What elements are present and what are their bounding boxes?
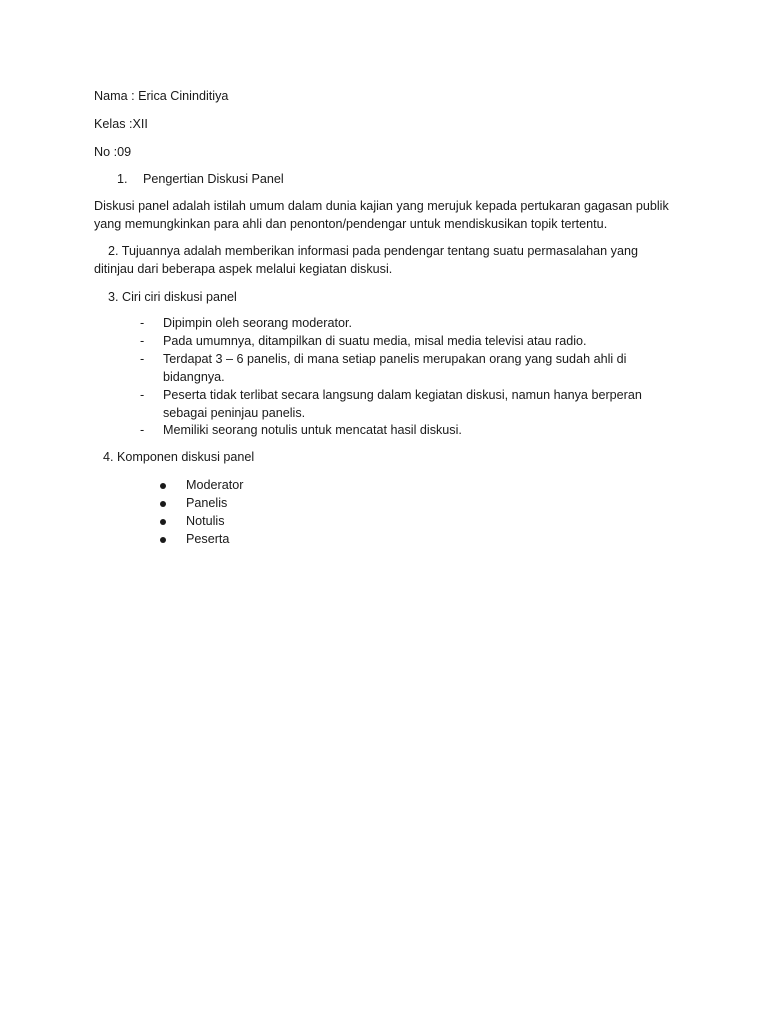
student-class: Kelas :XII xyxy=(94,117,148,131)
section1-title: Pengertian Diskusi Panel xyxy=(143,172,284,186)
section2-line2: ditinjau dari beberapa aspek melalui kegiatan diskusi. xyxy=(94,262,393,276)
list-item-text: Pada umumnya, ditampilkan di suatu media, misal media televisi atau radio. xyxy=(163,334,587,348)
bullet-icon xyxy=(160,483,166,489)
section4-title: 4. Komponen diskusi panel xyxy=(103,450,255,464)
section1-body: Diskusi panel adalah istilah umum dalam dunia kajian yang merujuk kepada pertukaran gagasan publik yang memungkinkan para ahli dan penonton/pendengar untuk mendiskusikan topik tertentu. xyxy=(94,199,669,231)
bullet-icon xyxy=(160,519,166,525)
section1-number: 1. xyxy=(117,172,128,186)
section3-title: 3. Ciri ciri diskusi panel xyxy=(108,290,237,304)
list-item-text: Peserta xyxy=(186,532,230,546)
dash-marker: - xyxy=(140,316,145,330)
list-item-text: Terdapat 3 – 6 panelis, di mana setiap panelis merupakan orang yang sudah ahli di bidangnya. xyxy=(163,352,627,384)
dash-marker: - xyxy=(140,352,145,366)
list-item-text: Peserta tidak terlibat secara langsung dalam kegiatan diskusi, namun hanya berperan sebagai peninjau panelis. xyxy=(163,388,642,420)
list-item-text: Notulis xyxy=(186,514,225,528)
list-item-text: Panelis xyxy=(186,496,228,510)
bullet-icon xyxy=(160,501,166,507)
student-number: No :09 xyxy=(94,145,132,159)
list-item-text: Memiliki seorang notulis untuk mencatat hasil diskusi. xyxy=(163,423,462,437)
section2-line1: 2. Tujuannya adalah memberikan informasi pada pendengar tentang suatu permasalahan yang xyxy=(108,244,638,258)
list-item-text: Moderator xyxy=(186,478,244,492)
student-name: Nama : Erica Cininditiya xyxy=(94,89,229,103)
dash-marker: - xyxy=(140,334,145,348)
list-item-text: Dipimpin oleh seorang moderator. xyxy=(163,316,353,330)
dash-marker: - xyxy=(140,423,145,437)
dash-marker: - xyxy=(140,388,145,402)
bullet-icon xyxy=(160,537,166,543)
